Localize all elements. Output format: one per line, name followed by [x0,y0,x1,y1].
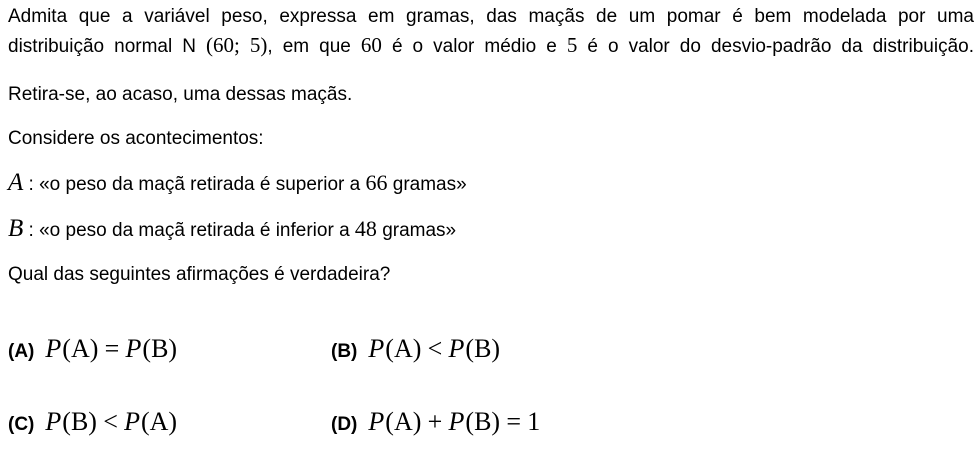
intro-line2-pre: distribuição normal N [8,36,207,57]
option-a-label: (A) [8,341,35,362]
math-roman: (A) [385,407,422,436]
math-operator: = [506,407,521,436]
option-c[interactable] [8,404,177,444]
math-variable: P [368,334,385,363]
intro-line2-post: é o valor do desvio-padrão da distribuição. [577,36,974,57]
option-c-formula [45,407,177,436]
consider-statement: Considere os acontecimentos: [8,128,264,149]
option-a-formula [45,334,177,363]
option-d-label: (D) [331,414,358,435]
math-roman: (B) [465,407,501,436]
intro-line2-mid2: é o valor médio e [381,36,567,57]
normal-distribution-parameters: (60; 5) [206,33,268,57]
math-operator: + [427,407,443,436]
math-variable: P [45,334,62,363]
math-variable: P [448,407,465,436]
event-a-threshold: 66 [365,170,388,195]
mean-value: 60 [360,33,382,57]
math-variable: P [448,334,465,363]
option-d[interactable] [331,404,540,444]
math-roman: (A) [140,407,178,436]
math-variable: P [125,334,142,363]
draw-statement: Retira-se, ao acaso, uma dessas maçãs. [8,84,353,105]
event-b-threshold: 48 [354,216,377,241]
intro-line2-mid1: , em que [267,36,361,57]
question-prompt: Qual das seguintes afirmações é verdadeira? [8,264,391,285]
intro-line-2 [8,31,974,61]
event-a-text-pre: : «o peso da maçã retirada é superior a [23,174,366,195]
math-operator: = [104,334,120,363]
option-b-label: (B) [331,341,358,362]
event-b-text-pre: : «o peso da maçã retirada é inferior a [23,220,355,241]
event-b-text-post: gramas» [376,220,457,241]
math-roman: (B) [465,334,501,363]
event-a-text-post: gramas» [387,174,467,195]
math-roman: (B) [62,407,97,436]
option-b-formula [368,334,500,363]
math-roman: (A) [385,334,422,363]
event-a-symbol: A [8,169,24,196]
math-operator: < [427,334,443,363]
option-b[interactable] [331,331,500,371]
option-c-label: (C) [8,414,35,435]
math-variable: P [368,407,385,436]
event-a-definition [8,168,467,200]
math-operator: < [103,407,118,436]
math-roman: (B) [142,334,178,363]
event-b-symbol: B [8,215,24,242]
option-d-formula [368,407,540,436]
std-dev-value: 5 [566,33,578,57]
math-roman: (A) [62,334,99,363]
event-b-definition [8,214,456,246]
math-roman: 1 [527,407,541,436]
math-variable: P [45,407,62,436]
math-variable: P [124,407,140,436]
option-a[interactable] [8,331,177,371]
intro-paragraph [8,3,974,61]
intro-line-1: Admita que a variável peso, expressa em gramas, das maçãs de um pomar é bem modelada por uma [8,6,974,27]
